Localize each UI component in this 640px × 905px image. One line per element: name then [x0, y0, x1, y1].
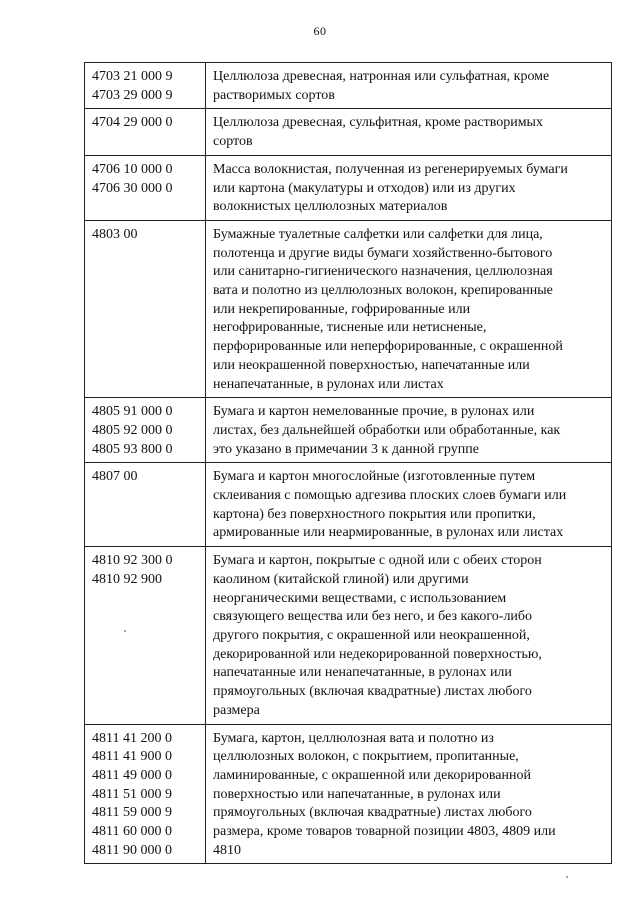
description-line: 4810	[213, 842, 241, 858]
description-line: Бумажные туалетные салфетки или салфетки для лица,	[213, 226, 543, 242]
description-line: полотенца и другие виды бумаги хозяйственно-бытового	[213, 245, 553, 261]
tariff-code: 4811 41 900 0	[92, 749, 172, 765]
tariff-code: 4703 21 000 9	[92, 69, 173, 84]
description-line: другого покрытия, с окрашенной или неокрашенной,	[213, 627, 530, 643]
description-line: ламинированные, с окрашенной или декорированной	[213, 767, 531, 783]
table-row	[85, 155, 612, 220]
description-line: связующего вещества или без него, и без какого-либо	[213, 609, 533, 625]
description-line: армированные или неармированные, в рулонах или листах	[213, 525, 564, 541]
description-cell	[206, 109, 612, 155]
description-line: листах, без дальнейшей обработки или обработанные, как	[213, 422, 561, 438]
description-line: поверхностью или напечатанные, в рулонах или	[213, 786, 501, 802]
description-line: или картона (макулатуры и отходов) или из других	[213, 180, 516, 196]
tariff-code: 4811 51 000 9	[92, 786, 172, 802]
tariff-code: 4805 93 800 0	[92, 441, 173, 457]
table-row	[85, 398, 612, 463]
table-row	[85, 463, 612, 547]
description-line: декорированной или недекорированной поверхностью,	[213, 646, 542, 662]
description-line: Бумага, картон, целлюлозная вата и полотно из	[213, 730, 494, 746]
description-line: или неокрашенной поверхностью, напечатанные или	[213, 357, 530, 373]
tariff-code: 4811 60 000 0	[92, 824, 172, 840]
code-cell	[85, 63, 206, 109]
description-cell	[206, 398, 612, 463]
tariff-code-table	[84, 62, 612, 864]
description-line: картона) без поверхностного покрытия или пропитки,	[213, 506, 536, 522]
description-line: Масса волокнистая, полученная из регенерируемых бумаги	[213, 161, 568, 177]
description-line: Бумага и картон многослойные (изготовленные путем	[213, 469, 536, 485]
description-line: размера	[213, 702, 260, 718]
description-line: прямоугольных (включая квадратные) листах любого	[213, 684, 532, 700]
code-cell	[85, 724, 206, 864]
table-row	[85, 724, 612, 864]
description-cell	[206, 63, 612, 109]
description-line: волокнистых целлюлозных материалов	[213, 199, 448, 215]
scan-speck	[566, 876, 568, 878]
code-cell	[85, 547, 206, 724]
description-line: растворимых сортов	[213, 87, 335, 103]
description-line: прямоугольных (включая квадратные) листах любого	[213, 805, 532, 821]
tariff-code: 4811 49 000 0	[92, 767, 172, 783]
code-cell	[85, 398, 206, 463]
tariff-code: 4805 92 000 0	[92, 422, 173, 438]
description-line: сортов	[213, 134, 253, 150]
description-line: или санитарно-гигиенического назначения, целлюлозная	[213, 264, 553, 280]
description-line: это указано в примечании 3 к данной группе	[213, 441, 479, 457]
table-row	[85, 220, 612, 397]
tariff-code: 4807 00	[92, 469, 138, 485]
code-cell	[85, 220, 206, 397]
tariff-code: 4805 91 000 0	[92, 404, 173, 420]
description-line: размера, кроме товаров товарной позиции 4803, 4809 или	[213, 824, 556, 840]
description-cell	[206, 547, 612, 724]
description-line: или некрепированные, гофрированные или	[213, 301, 471, 317]
table-row	[85, 109, 612, 155]
scan-speck	[124, 630, 126, 632]
table-body	[85, 63, 612, 864]
description-line: вата и полотно из целлюлозных волокон, крепированные	[213, 283, 553, 299]
description-line: каолином (китайской глиной) или другими	[213, 571, 469, 587]
description-line: негофрированные, тисненые или нетисненые,	[213, 320, 487, 336]
description-cell	[206, 724, 612, 864]
tariff-code: 4703 29 000 9	[92, 87, 173, 103]
tariff-code: 4803 00	[92, 226, 138, 242]
page-number: 60	[313, 24, 327, 38]
tariff-code: 4704 29 000 0	[92, 115, 173, 131]
tariff-code: 4810 92 300 0	[92, 553, 173, 569]
description-line: перфорированные или неперфорированные, с окрашенной	[213, 339, 563, 355]
description-line: склеивания с помощью адгезива плоских слоев бумаги или	[213, 488, 567, 504]
tariff-code: 4811 41 200 0	[92, 730, 172, 746]
tariff-code: 4810 92 900	[92, 571, 162, 587]
description-line: Целлюлоза древесная, натронная или сульфатная, кроме	[213, 69, 550, 84]
description-line: Бумага и картон, покрытые с одной или с обеих сторон	[213, 553, 542, 569]
table-row	[85, 63, 612, 109]
table-row	[85, 547, 612, 724]
code-cell	[85, 155, 206, 220]
description-line: целлюлозных волокон, с покрытием, пропитанные,	[213, 749, 519, 765]
description-line: напечатанные или ненапечатанные, в рулонах или	[213, 665, 512, 681]
tariff-code: 4811 59 000 9	[92, 805, 172, 821]
description-line: ненапечатанные, в рулонах или листах	[213, 376, 444, 392]
code-cell	[85, 463, 206, 547]
description-line: неорганическими веществами, с использованием	[213, 590, 507, 606]
tariff-code: 4706 30 000 0	[92, 180, 173, 196]
description-cell	[206, 155, 612, 220]
description-line: Бумага и картон немелованные прочие, в рулонах или	[213, 404, 535, 420]
description-cell	[206, 463, 612, 547]
description-cell	[206, 220, 612, 397]
tariff-code: 4811 90 000 0	[92, 842, 172, 858]
description-line: Целлюлоза древесная, сульфитная, кроме растворимых	[213, 115, 543, 131]
tariff-code: 4706 10 000 0	[92, 161, 173, 177]
code-cell	[85, 109, 206, 155]
